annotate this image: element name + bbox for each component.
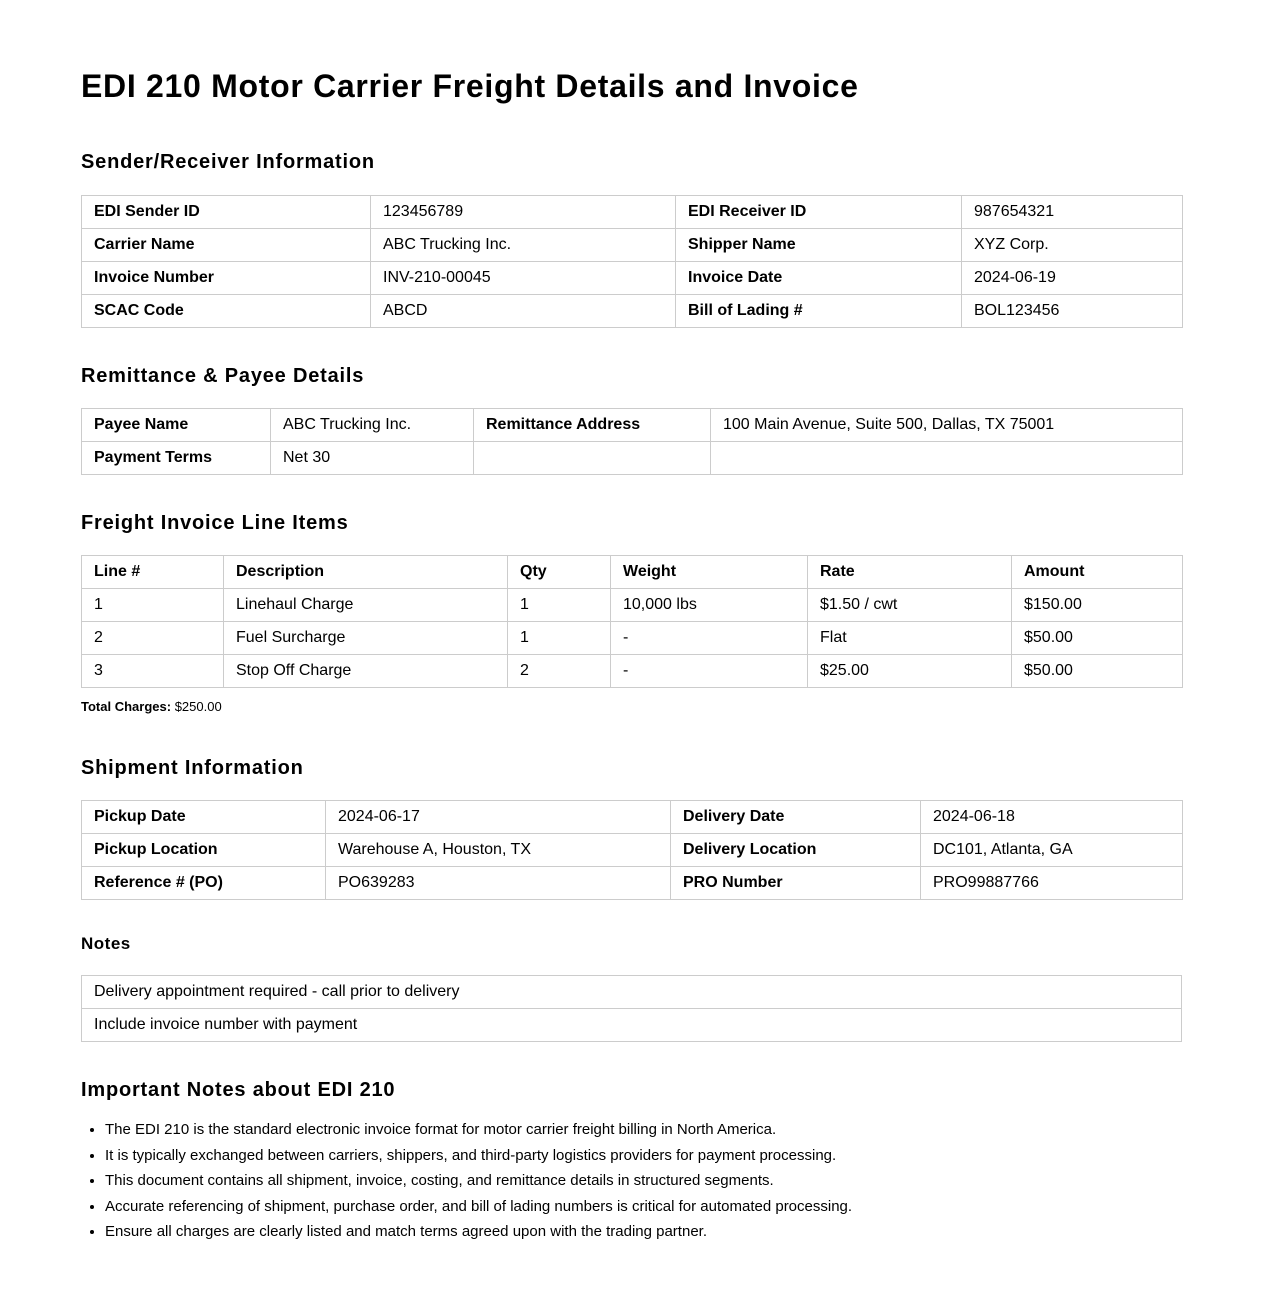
field-label: Invoice Date	[676, 262, 962, 295]
line-items-table	[81, 555, 1183, 688]
field-label: Bill of Lading #	[676, 295, 962, 328]
field-label: Invoice Number	[82, 262, 371, 295]
table-row	[82, 262, 1183, 295]
cell: $50.00	[1012, 655, 1183, 688]
cell: $25.00	[808, 655, 1012, 688]
line-items-heading: Freight Invoice Line Items	[81, 512, 349, 534]
table-row	[82, 976, 1182, 1009]
list-item: • The EDI 210 is the standard electronic invoice format for motor carrier freight billing in North America.	[105, 1120, 852, 1146]
sender-receiver-table	[81, 195, 1183, 328]
field-label: PRO Number	[671, 867, 921, 900]
list-item: • This document contains all shipment, invoice, costing, and remittance details in structured segments.	[105, 1171, 852, 1197]
table-row	[82, 867, 1183, 900]
table-row	[82, 442, 1183, 475]
field-label: Remittance Address	[474, 409, 711, 442]
field-label	[474, 442, 711, 475]
field-value: 2024-06-19	[962, 262, 1183, 295]
field-label: Payee Name	[82, 409, 271, 442]
field-label: Pickup Location	[82, 834, 326, 867]
shipment-table	[81, 800, 1183, 900]
cell: 10,000 lbs	[611, 589, 808, 622]
table-row	[82, 196, 1183, 229]
field-label: Reference # (PO)	[82, 867, 326, 900]
field-label: SCAC Code	[82, 295, 371, 328]
field-value: PO639283	[326, 867, 671, 900]
cell: -	[611, 655, 808, 688]
total-charges	[81, 699, 222, 714]
cell: Flat	[808, 622, 1012, 655]
notes-table	[81, 975, 1182, 1042]
cell: $150.00	[1012, 589, 1183, 622]
field-value: PRO99887766	[921, 867, 1183, 900]
important-notes-heading: Important Notes about EDI 210	[81, 1079, 396, 1101]
cell: 2	[82, 622, 224, 655]
list-item: • Ensure all charges are clearly listed and match terms agreed upon with the trading partner.	[105, 1222, 852, 1248]
field-value: 987654321	[962, 196, 1183, 229]
field-label: Carrier Name	[82, 229, 371, 262]
field-label: Delivery Date	[671, 801, 921, 834]
cell: 1	[508, 622, 611, 655]
field-label: EDI Receiver ID	[676, 196, 962, 229]
field-label: Shipper Name	[676, 229, 962, 262]
cell: -	[611, 622, 808, 655]
notes-heading: Notes	[81, 934, 131, 953]
table-row	[82, 589, 1183, 622]
field-value: ABCD	[371, 295, 676, 328]
list-item: • Accurate referencing of shipment, purchase order, and bill of lading numbers is critical for automated processing.	[105, 1197, 852, 1223]
total-charges-value: $250.00	[174, 699, 222, 714]
cell: Linehaul Charge	[224, 589, 508, 622]
shipment-heading: Shipment Information	[81, 757, 304, 779]
page-title: EDI 210 Motor Carrier Freight Details and Invoice	[81, 68, 859, 104]
column-header: Rate	[808, 556, 1012, 589]
column-header: Description	[224, 556, 508, 589]
cell: Fuel Surcharge	[224, 622, 508, 655]
field-value: XYZ Corp.	[962, 229, 1183, 262]
field-value: DC101, Atlanta, GA	[921, 834, 1183, 867]
important-notes-list	[81, 1120, 852, 1248]
table-row	[82, 295, 1183, 328]
table-header-row	[82, 556, 1183, 589]
field-value: Warehouse A, Houston, TX	[326, 834, 671, 867]
remittance-heading: Remittance & Payee Details	[81, 365, 365, 387]
table-row	[82, 655, 1183, 688]
field-label: EDI Sender ID	[82, 196, 371, 229]
remittance-table	[81, 408, 1183, 475]
cell: 1	[508, 589, 611, 622]
field-label: Pickup Date	[82, 801, 326, 834]
table-row	[82, 834, 1183, 867]
total-charges-label: Total Charges:	[81, 699, 172, 714]
field-label: Payment Terms	[82, 442, 271, 475]
field-value: INV-210-00045	[371, 262, 676, 295]
table-row	[82, 1009, 1182, 1042]
field-value: ABC Trucking Inc.	[371, 229, 676, 262]
column-header: Amount	[1012, 556, 1183, 589]
note-item: Delivery appointment required - call prior to delivery	[82, 976, 1182, 1009]
field-value: ABC Trucking Inc.	[271, 409, 474, 442]
column-header: Line #	[82, 556, 224, 589]
field-value: 2024-06-17	[326, 801, 671, 834]
field-value: BOL123456	[962, 295, 1183, 328]
column-header: Qty	[508, 556, 611, 589]
field-value	[711, 442, 1183, 475]
field-value: 100 Main Avenue, Suite 500, Dallas, TX 75001	[711, 409, 1183, 442]
sender-receiver-heading: Sender/Receiver Information	[81, 151, 375, 173]
list-item: • It is typically exchanged between carriers, shippers, and third-party logistics providers for payment processing.	[105, 1146, 852, 1172]
table-row	[82, 229, 1183, 262]
table-row	[82, 409, 1183, 442]
cell: $1.50 / cwt	[808, 589, 1012, 622]
note-item: Include invoice number with payment	[82, 1009, 1182, 1042]
field-label: Delivery Location	[671, 834, 921, 867]
cell: 3	[82, 655, 224, 688]
cell: Stop Off Charge	[224, 655, 508, 688]
cell: 2	[508, 655, 611, 688]
cell: $50.00	[1012, 622, 1183, 655]
column-header: Weight	[611, 556, 808, 589]
table-row	[82, 801, 1183, 834]
field-value: 2024-06-18	[921, 801, 1183, 834]
field-value: 123456789	[371, 196, 676, 229]
cell: 1	[82, 589, 224, 622]
field-value: Net 30	[271, 442, 474, 475]
table-row	[82, 622, 1183, 655]
